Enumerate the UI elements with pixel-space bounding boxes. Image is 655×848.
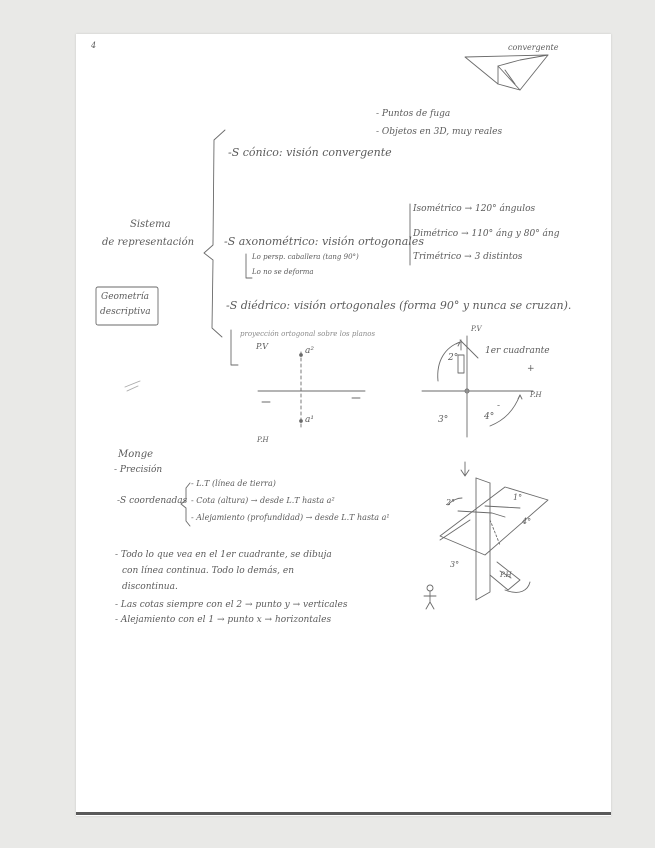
three-d-q1: 1°	[513, 493, 523, 502]
left-pv-label: P.V	[256, 342, 269, 351]
coord-lt: - L.T (línea de tierra)	[191, 479, 276, 488]
coord-cota: - Cota (altura) → desde L.T hasta a²	[191, 496, 335, 505]
left-a1-label: a¹	[305, 415, 314, 425]
three-d-q3: 3°	[450, 560, 460, 569]
axo-type-dimetrico: Dimétrico → 110° áng y 80° áng	[413, 229, 560, 239]
monge-precision: - Precisión	[114, 465, 163, 475]
sistema-title-2: de representación	[102, 237, 195, 248]
quadrant-1-label: 1er cuadrante	[485, 346, 550, 356]
main-brace	[204, 130, 225, 337]
note-line-5: - Alejamiento con el 1 → punto x → horizontales	[115, 615, 332, 625]
axo-sub-caballera: Lo persp. caballera (tang 90°)	[252, 253, 359, 261]
note-line-1: - Todo lo que vea en el 1er cuadrante, se dibuja	[115, 550, 332, 560]
axo-type-trimetrico: Trimétrico → 3 distintos	[413, 252, 523, 262]
note-line-2: con línea continua. Todo lo demás, en	[122, 566, 295, 576]
geometria-line-2: descriptiva	[100, 307, 151, 317]
arrow-down	[461, 462, 469, 476]
quadrant-3-label: 3°	[438, 415, 449, 425]
three-d-q2: 2°	[446, 498, 456, 507]
coord-alejamiento: - Alejamiento (profundidad) → desde L.T hasta a¹	[191, 513, 390, 522]
conico-label: -S cónico: visión convergente	[228, 146, 392, 159]
observer-sketch	[424, 585, 436, 609]
right-pv-label: P.V	[471, 325, 482, 333]
three-d-planes-diagram	[440, 478, 548, 600]
conico-note-2: - Objetos en 3D, muy reales	[376, 127, 503, 137]
minus-sign: -	[497, 401, 501, 411]
convergent-prism-sketch	[465, 55, 548, 90]
plus-sign: +	[527, 364, 535, 374]
geometria-line-1: Geometría	[101, 292, 149, 302]
quadrant-4-label: 4°	[484, 412, 495, 422]
note-line-4: - Las cotas siempre con el 2 → punto y → verticales	[115, 600, 348, 610]
corner-label: convergente	[508, 43, 559, 52]
left-a2-label: a²	[305, 346, 314, 356]
faint-scribble	[125, 381, 140, 391]
monge-title: Monge	[118, 449, 154, 460]
diedrico-faint-note: proyección ortogonal sobre los planos	[240, 330, 376, 338]
sistema-title-1: Sistema	[130, 219, 171, 230]
page-number: 4	[91, 41, 97, 50]
axo-sub-no-deforma: Lo no se deforma	[252, 268, 314, 276]
three-d-ph: P.H	[500, 571, 512, 579]
conico-note-1: - Puntos de fuga	[376, 109, 451, 119]
right-ph-label: P.H	[530, 391, 542, 399]
three-d-q4: 4°	[522, 517, 532, 526]
diedrico-bracket	[231, 330, 238, 365]
quadrant-2-label: 2°	[448, 353, 459, 363]
coords-label: -S coordenadas	[117, 496, 188, 506]
axo-type-isometrico: Isométrico → 120° ángulos	[413, 204, 536, 214]
diedrico-label: -S diédrico: visión ortogonales (forma 90° y nunca se cruzan).	[226, 299, 572, 312]
left-ph-label: P.H	[257, 436, 269, 444]
axonometrico-label: -S axonométrico: visión ortogonales	[224, 235, 424, 248]
note-line-3: discontinua.	[122, 582, 178, 592]
